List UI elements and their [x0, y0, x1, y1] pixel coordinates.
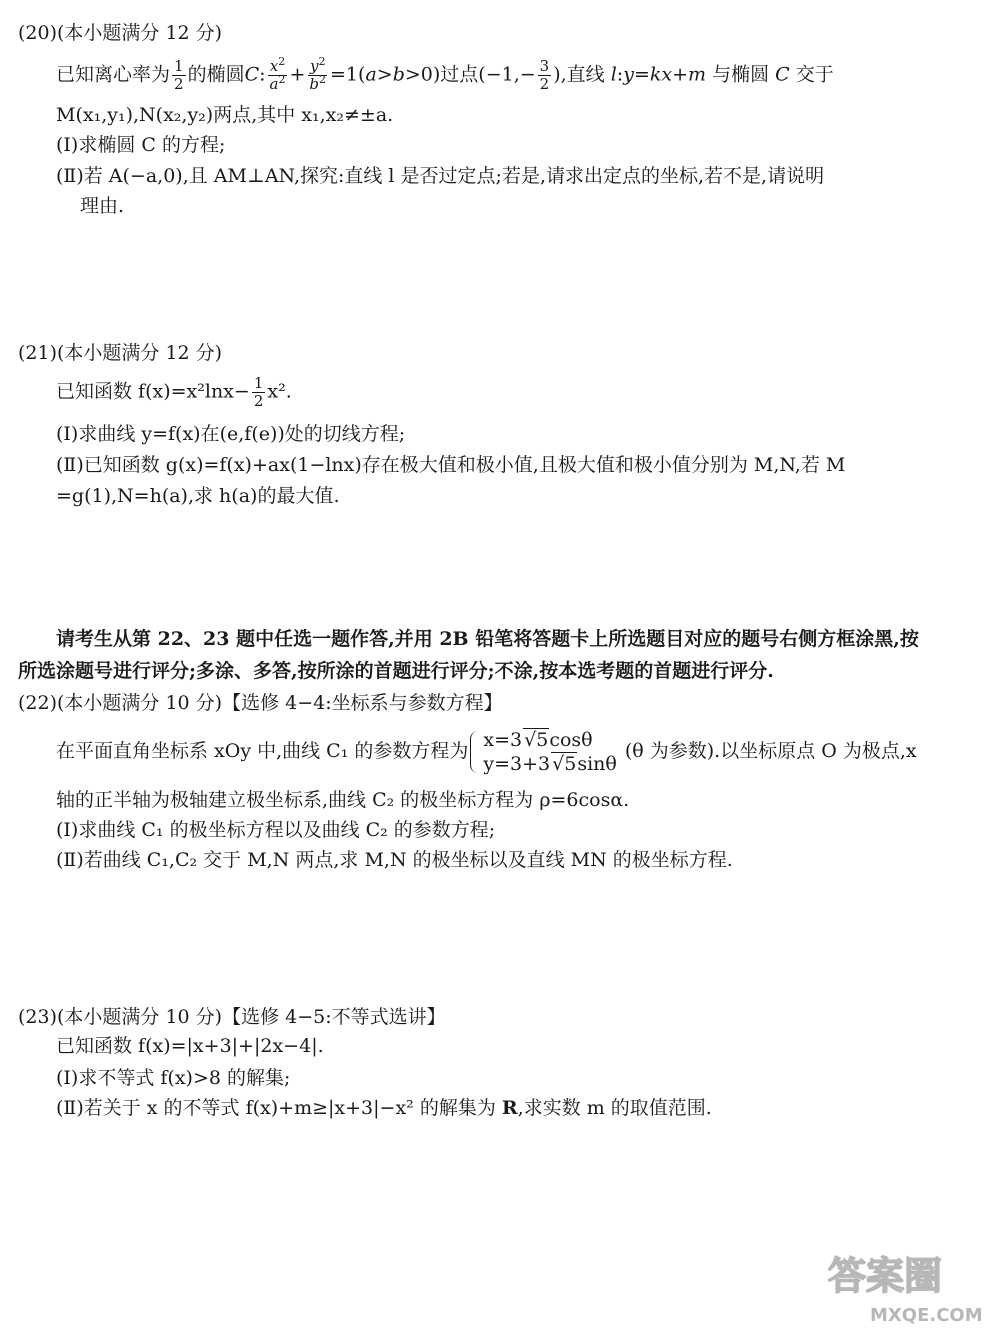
question-21-stem: 已知函数 f(x)=x²lnx− $\frac{1}{2}$ x².: [56, 374, 292, 410]
question-23-header: (23)(本小题满分 10 分)【选修 4−5:不等式选讲】: [18, 1006, 446, 1028]
question-23-part-2: (Ⅱ)若关于 x 的不等式 f(x)+m≥|x+3|−x² 的解集为 R,求实数 m 的取值范围.: [56, 1097, 712, 1119]
question-20-part-2-cont: 理由.: [80, 195, 125, 217]
fraction-one-half: $\frac{1}{2}$: [253, 374, 264, 410]
parametric-system: [470, 728, 616, 776]
question-20-part-2: (Ⅱ)若 A(−a,0),且 AM⊥AN,探究:直线 l 是否过定点;若是,请求出定点的坐标,若不是,请说明: [56, 165, 825, 187]
question-23-stem: 已知函数 f(x)=|x+3|+|2x−4|.: [56, 1035, 324, 1057]
left-brace: [470, 731, 479, 773]
question-22-stem-line-1: 在平面直角坐标系 xOy 中,曲线 C₁ 的参数方程为 x=3 √5cosθ y=3+3 √5sinθ (θ 为参数).以坐标原点 O 为极点,x: [56, 729, 917, 775]
question-20-stem-line-2: M(x₁,y₁),N(x₂,y₂)两点,其中 x₁,x₂≠±a.: [56, 104, 394, 126]
fraction-y2-b2: $\frac{y^2}{b^2}$: [309, 55, 327, 93]
fraction-three-halves: $\frac{3}{2}$: [539, 57, 550, 93]
fraction-x2-a2: $\frac{x^2}{a^2}$: [269, 55, 286, 93]
question-20-header: (20)(本小题满分 12 分): [18, 22, 223, 44]
parametric-y-row: y=3+3 √5sinθ: [483, 753, 617, 775]
watermark-logo-sub: MXQE.COM: [870, 1305, 983, 1326]
watermark-logo: [820, 1245, 990, 1327]
question-20-stem-line-1: 已知离心率为 $\frac{1}{2}$ 的椭圆C: $\frac{x^2}{a^2}$ + $\frac{y^2}{b^2}$ =1(a>b>0)过点(−1,− $\frac{3}{2}$ ),直线 l:y=kx+m 与椭圆 C 交于: [56, 55, 834, 93]
question-22-header: (22)(本小题满分 10 分)【选修 4−4:坐标系与参数方程】: [18, 692, 503, 714]
question-22-part-1: (Ⅰ)求曲线 C₁ 的极坐标方程以及曲线 C₂ 的参数方程;: [56, 819, 496, 841]
question-21-part-1: (Ⅰ)求曲线 y=f(x)在(e,f(e))处的切线方程;: [56, 423, 406, 445]
question-21-part-2: (Ⅱ)已知函数 g(x)=f(x)+ax(1−lnx)存在极大值和极小值,且极大值和极小值分别为 M,N,若 M: [56, 454, 846, 476]
question-21-header: (21)(本小题满分 12 分): [18, 342, 223, 364]
fraction-one-half: $\frac{1}{2}$: [174, 57, 184, 93]
instruction-note-line-1: 请考生从第 22、23 题中任选一题作答,并用 2B 铅笔将答题卡上所选题目对应的题号右侧方框涂黑,按: [56, 628, 919, 650]
question-20-part-1: (Ⅰ)求椭圆 C 的方程;: [56, 134, 226, 156]
question-22-stem-line-2: 轴的正半轴为极轴建立极坐标系,曲线 C₂ 的极坐标方程为 ρ=6cosα.: [56, 789, 630, 811]
instruction-note-line-2: 所选涂题号进行评分;多涂、多答,按所涂的首题进行评分;不涂,按本选考题的首题进行评分.: [18, 660, 774, 682]
question-21-part-2-cont: =g(1),N=h(a),求 h(a)的最大值.: [56, 485, 340, 507]
question-22-part-2: (Ⅱ)若曲线 C₁,C₂ 交于 M,N 两点,求 M,N 的极坐标以及直线 MN 的极坐标方程.: [56, 849, 733, 871]
watermark-logo-text: 答案圈: [828, 1254, 943, 1298]
parametric-x-row: x=3 √5cosθ: [483, 729, 593, 751]
question-23-part-1: (Ⅰ)求不等式 f(x)>8 的解集;: [56, 1067, 291, 1089]
